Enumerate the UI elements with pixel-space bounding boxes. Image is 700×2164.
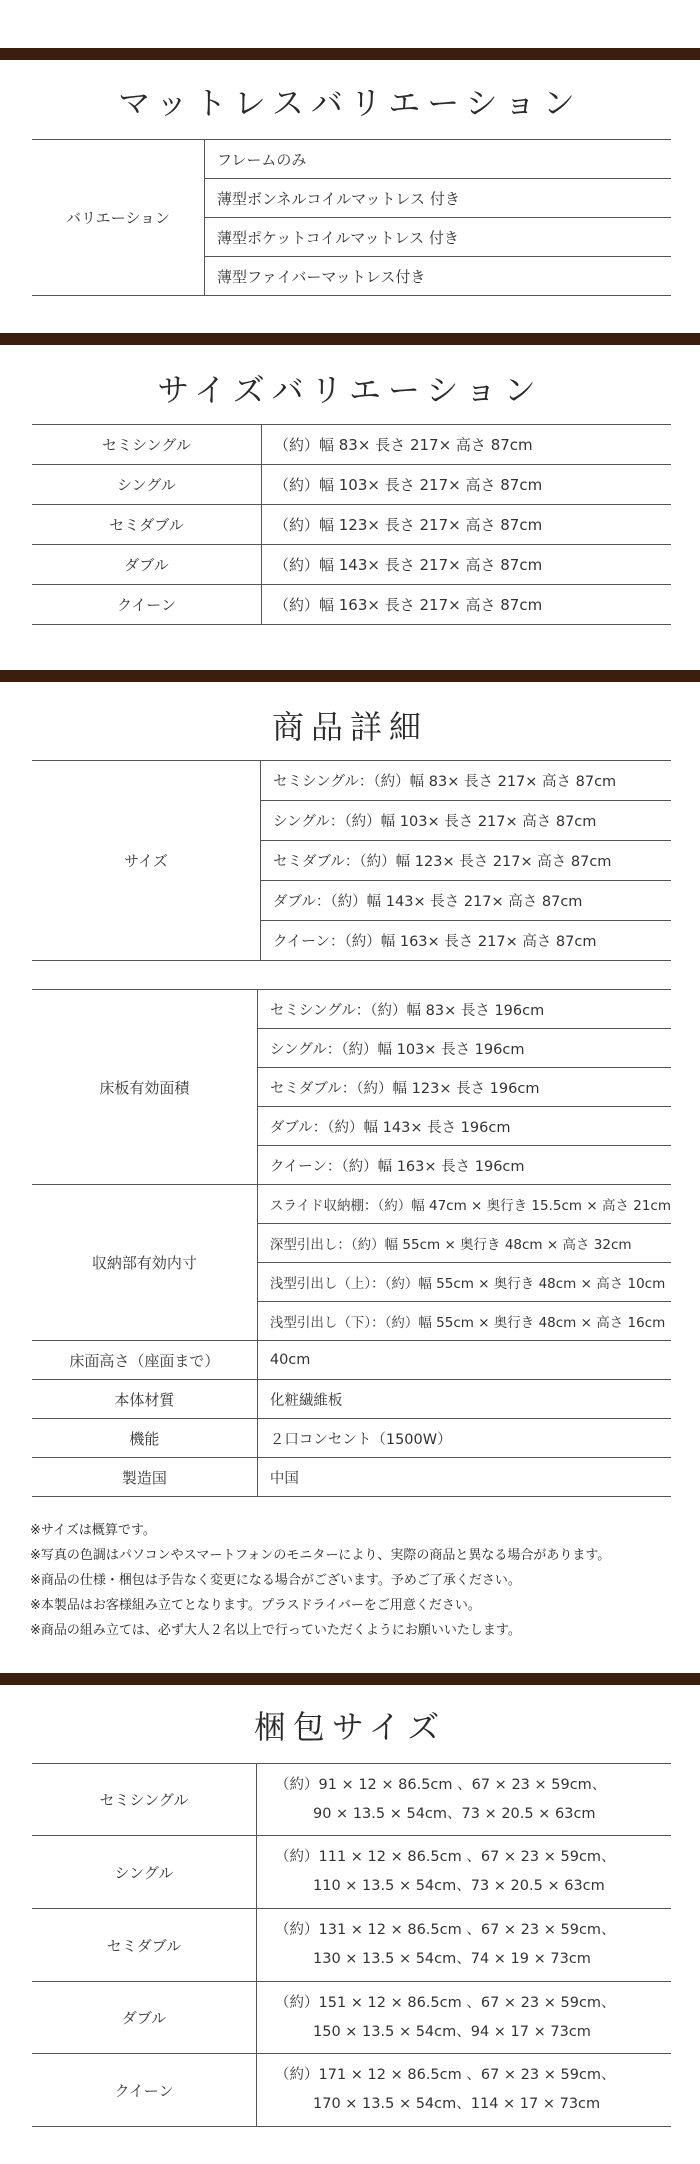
section-divider-bar <box>0 670 700 682</box>
section-divider-bar <box>0 333 700 345</box>
size-variation-table <box>32 424 671 625</box>
package-size-title: 梱包サイズ <box>253 1708 447 1746</box>
package-line-2: 110 × 13.5 × 54cm、73 × 20.5 × 63cm <box>313 1878 605 1894</box>
product-details-title: 商品詳細 <box>271 708 428 746</box>
floor-area-value: クイーン：（約）幅 163× 長さ 196cm <box>257 1146 671 1185</box>
details-size-value: セミダブル：（約）幅 123× 長さ 217× 高さ 87cm <box>261 841 672 881</box>
size-label: クイーン <box>32 585 262 625</box>
size-label: シングル <box>32 465 262 505</box>
details-size-value: ダブル：（約）幅 143× 長さ 217× 高さ 87cm <box>261 881 672 921</box>
package-line-2: 90 × 13.5 × 54cm、73 × 20.5 × 63cm <box>313 1805 596 1822</box>
material-value: 化粧繊維板 <box>257 1380 671 1419</box>
size-value: （約）幅 83× 長さ 217× 高さ 87cm <box>262 425 672 465</box>
package-line-1: （約）111 × 12 × 86.5cm 、67 × 23 × 59cm、 <box>275 1849 616 1865</box>
package-line-2: 150 × 13.5 × 54cm、94 × 17 × 73cm <box>313 2023 591 2040</box>
size-label: セミダブル <box>32 505 262 545</box>
details-spec-table <box>32 989 671 1497</box>
details-size-table <box>32 760 671 961</box>
package-size-table <box>32 1763 671 2127</box>
details-size-value: クイーン：（約）幅 163× 長さ 217× 高さ 87cm <box>261 921 672 961</box>
storage-size-value: 浅型引出し（下）：（約）幅 55cm × 奥行き 48cm × 高さ 16cm <box>257 1302 671 1341</box>
package-label: セミシングル <box>32 1764 257 1836</box>
country-value: 中国 <box>257 1458 671 1497</box>
package-line-1: （約）171 × 12 × 86.5cm 、67 × 23 × 59cm、 <box>275 2067 616 2083</box>
storage-size-value: 浅型引出し（上）：（約）幅 55cm × 奥行き 48cm × 高さ 10cm <box>257 1263 671 1302</box>
note-line: ※商品の仕様・梱包は予告なく変更になる場合がございます。予めご了承ください。 <box>30 1573 521 1588</box>
mattress-variation-table <box>32 139 671 296</box>
size-value: （約）幅 163× 長さ 217× 高さ 87cm <box>262 585 672 625</box>
package-line-1: （約）151 × 12 × 86.5cm 、67 × 23 × 59cm、 <box>275 1994 616 2011</box>
function-value: ２口コンセント（1500W） <box>257 1419 671 1458</box>
floor-area-value: ダブル：（約）幅 143× 長さ 196cm <box>257 1107 671 1146</box>
note-line: ※商品の組み立ては、必ず大人２名以上で行っていただくようにお願いいたします。 <box>30 1623 521 1638</box>
floor-area-label: 床板有効面積 <box>32 990 257 1185</box>
section-divider-bar <box>0 48 700 60</box>
size-value: （約）幅 143× 長さ 217× 高さ 87cm <box>262 545 672 585</box>
storage-size-label: 収納部有効内寸 <box>32 1185 257 1341</box>
floor-height-value: 40cm <box>257 1341 671 1380</box>
floor-area-value: シングル：（約）幅 103× 長さ 196cm <box>257 1029 671 1068</box>
material-label: 本体材質 <box>32 1380 257 1419</box>
note-line: ※本製品はお客様組み立てとなります。プラスドライバーをご用意ください。 <box>30 1598 481 1613</box>
mattress-option: 薄型ポケットコイルマットレス 付き <box>205 218 672 257</box>
package-line-2: 170 × 13.5 × 54cm、114 × 17 × 73cm <box>313 2096 601 2112</box>
package-label: ダブル <box>32 1982 257 2054</box>
package-line-1: （約）131 × 12 × 86.5cm 、67 × 23 × 59cm、 <box>275 1922 616 1938</box>
mattress-variation-label: バリエーション <box>32 140 205 296</box>
package-label: クイーン <box>32 2054 257 2127</box>
size-value: （約）幅 103× 長さ 217× 高さ 87cm <box>262 465 672 505</box>
mattress-option: フレームのみ <box>205 140 672 179</box>
details-size-value: セミシングル：（約）幅 83× 長さ 217× 高さ 87cm <box>261 761 672 801</box>
mattress-option: 薄型ボンネルコイルマットレス 付き <box>205 179 672 218</box>
note-line: ※サイズは概算です。 <box>30 1523 156 1538</box>
floor-area-value: セミシングル：（約）幅 83× 長さ 196cm <box>257 990 671 1029</box>
size-label: ダブル <box>32 545 262 585</box>
package-label: シングル <box>32 1836 257 1909</box>
floor-height-label: 床面高さ（座面まで） <box>32 1341 257 1380</box>
details-size-label: サイズ <box>32 761 261 961</box>
country-label: 製造国 <box>32 1458 257 1497</box>
mattress-variation-title: マットレスバリエーション <box>118 84 582 122</box>
package-line-2: 130 × 13.5 × 54cm、74 × 19 × 73cm <box>313 1951 591 1967</box>
section-divider-bar <box>0 1673 700 1685</box>
floor-area-value: セミダブル：（約）幅 123× 長さ 196cm <box>257 1068 671 1107</box>
note-line: ※写真の色調はパソコンやスマートフォンのモニターにより、実際の商品と異なる場合があります。 <box>30 1548 611 1563</box>
package-line-1: （約）91 × 12 × 86.5cm 、67 × 23 × 59cm、 <box>275 1776 607 1793</box>
function-label: 機能 <box>32 1419 257 1458</box>
storage-size-value: 深型引出し：（約）幅 55cm × 奥行き 48cm × 高さ 32cm <box>257 1224 671 1263</box>
notes-block <box>30 1518 680 1643</box>
mattress-option: 薄型ファイバーマットレス付き <box>205 257 672 296</box>
size-label: セミシングル <box>32 425 262 465</box>
details-size-value: シングル：（約）幅 103× 長さ 217× 高さ 87cm <box>261 801 672 841</box>
size-value: （約）幅 123× 長さ 217× 高さ 87cm <box>262 505 672 545</box>
size-variation-title: サイズバリエーション <box>157 371 543 409</box>
package-label: セミダブル <box>32 1909 257 1982</box>
storage-size-value: スライド収納棚：（約）幅 47cm × 奥行き 15.5cm × 高さ 21cm <box>257 1185 671 1224</box>
